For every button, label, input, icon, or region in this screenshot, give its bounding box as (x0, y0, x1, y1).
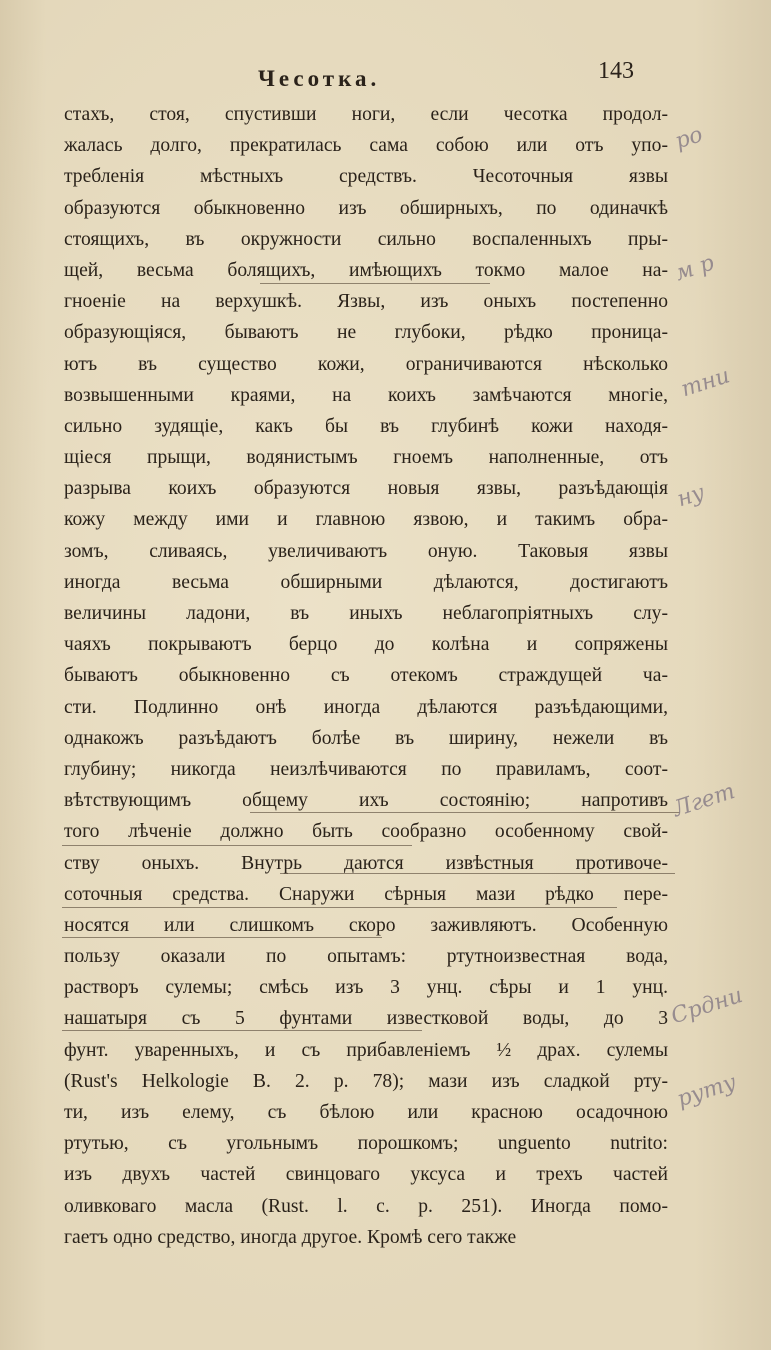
text-line: кожу между ими и главною язвою, и такимъ обра- (64, 509, 668, 531)
text-line: растворъ сулемы; смѣсь изъ 3 унц. сѣры и 1 унц. (64, 977, 668, 999)
text-line: образующіяся, бываютъ не глубоки, рѣдко проница- (64, 322, 668, 344)
text-line: щей, весьма болящихъ, имѣющихъ токмо малое на- (64, 259, 668, 281)
text-line: разрыва коихъ образуются новыя язвы, разъѣдающія (64, 478, 668, 500)
text-line: зомъ, сливаясь, увеличиваютъ оную. Таковыя язвы (64, 540, 668, 562)
text-line: ютъ въ существо кожи, ограничиваются нѣсколько (64, 353, 668, 375)
text-line: ству оныхъ. Внутрь даются извѣстныя противоче- (64, 852, 668, 874)
text-line: оливковаго масла (Rust. l. c. p. 251). Иногда помо- (64, 1195, 668, 1217)
text-line: чаяхъ покрываютъ берцо до колѣна и сопряжены (64, 634, 668, 656)
text-line: гаетъ одно средство, иногда другое. Кромѣ сего также (64, 1226, 517, 1248)
text-line: стахъ, стоя, спустивши ноги, если чесотка продол- (64, 104, 668, 125)
margin-note: ну (674, 480, 708, 513)
margin-note: руту (674, 1069, 740, 1113)
text-line: (Rust's Helkologie B. 2. p. 78); мази изъ сладкой рту- (64, 1070, 668, 1092)
margin-note: Срдни (668, 982, 746, 1030)
margin-note: ро (672, 122, 706, 155)
text-line: образуются обыкновенно изъ обширныхъ, по одиначкѣ (64, 197, 668, 219)
text-line: изъ двухъ частей свинцоваго уксуса и трехъ частей (64, 1164, 668, 1186)
margin-note: тни (678, 363, 733, 403)
text-line: пользу оказали по опытамъ: ртутноизвестная вода, (64, 946, 668, 968)
text-line: возвышенными краями, на коихъ замѣчаются многіе, (64, 384, 668, 406)
text-line: того лѣченіе должно быть сообразно особенному свой- (64, 821, 668, 843)
pencil-underline (62, 1030, 422, 1031)
pencil-underline (260, 283, 490, 284)
text-line: вѣтствующимъ общему ихъ состоянію; напротивъ (64, 790, 668, 812)
margin-note: м р (672, 250, 718, 287)
pencil-underline (62, 845, 412, 846)
pencil-underline (62, 937, 382, 938)
pencil-underline (280, 873, 675, 874)
text-line: бываютъ обыкновенно съ отекомъ страждущей ча- (64, 665, 668, 687)
text-line: гноеніе на верхушкѣ. Язвы, изъ оныхъ постепенно (64, 291, 668, 313)
text-line: носятся или слишкомъ скоро заживляютъ. Особенную (64, 914, 668, 936)
text-line: ти, изъ елему, съ бѣлою или красною осадочною (64, 1102, 668, 1123)
text-line: сильно зудящіе, какъ бы въ глубинѣ кожи находя- (64, 415, 668, 437)
text-line: ртутью, съ угольнымъ порошкомъ; unguento nutrito: (64, 1133, 668, 1155)
text-line: жалась долго, прекратилась сама собою или отъ упо- (64, 135, 668, 157)
pencil-underline (250, 812, 680, 813)
page-number: 143 (598, 58, 634, 84)
text-line: требленія мѣстныхъ средствъ. Чесоточныя язвы (64, 166, 668, 188)
text-line: стоящихъ, въ окружности сильно воспаленныхъ пры- (64, 228, 668, 250)
text-line: фунт. уваренныхъ, и съ прибавленіемъ ½ драх. сулемы (64, 1039, 668, 1061)
text-line: иногда весьма обширными дѣлаются, достигаютъ (64, 571, 668, 593)
text-line: глубину; никогда неизлѣчиваются по правиламъ, соот- (64, 758, 668, 780)
text-line: щіеся прыщи, водянистымъ гноемъ наполненные, отъ (64, 447, 668, 469)
text-line: однакожъ разъѣдаютъ болѣе въ ширину, нежели въ (64, 727, 668, 749)
text-line: величины ладони, въ иныхъ неблагопріятныхъ слу- (64, 603, 668, 624)
text-line: нашатыря съ 5 фунтами известковой воды, до 3 (64, 1008, 668, 1030)
body-text (64, 99, 668, 1253)
pencil-underline (62, 907, 617, 908)
margin-note: Лгет (670, 779, 739, 823)
text-line: сти. Подлинно онѣ иногда дѣлаются разъѣдающими, (64, 696, 668, 718)
running-title: Чесотка. (258, 66, 381, 91)
margin-notes (668, 0, 771, 1350)
text-line: соточныя средства. Снаружи сѣрныя мази рѣдко пере- (64, 883, 668, 905)
